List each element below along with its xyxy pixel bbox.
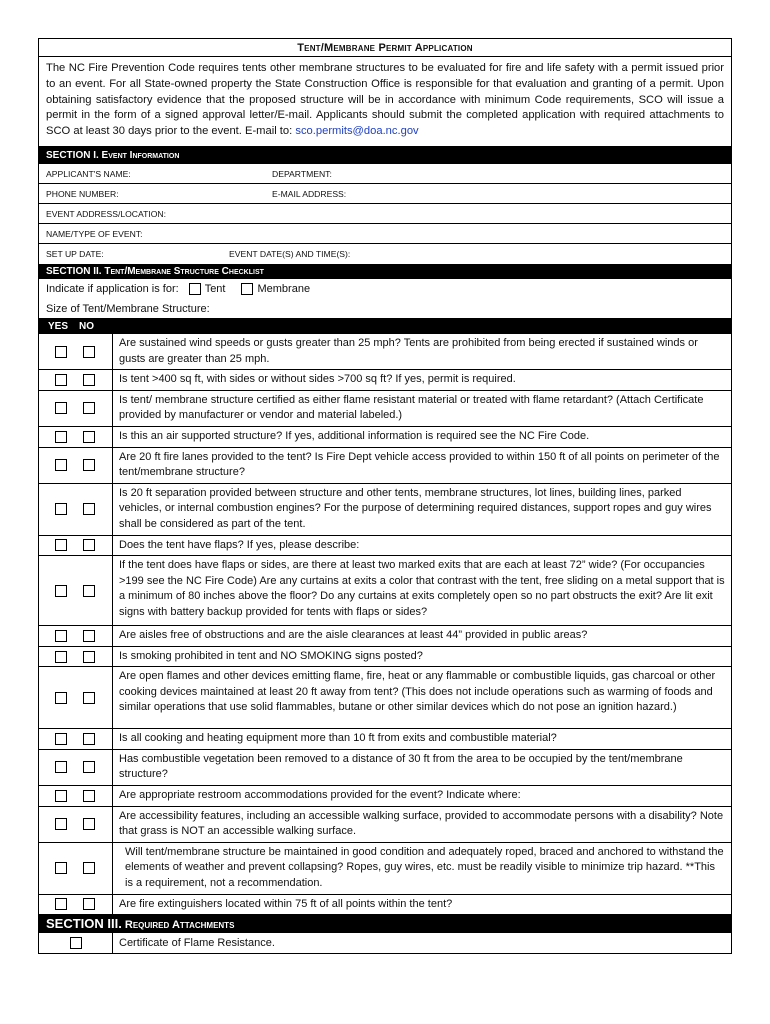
no-checkbox[interactable]: [83, 402, 95, 414]
question-text: Will tent/membrane structure be maintained in good condition and adequately roped, braced and anchored to withstand the elements of weather and prevent collapsing? Ropes, guy wires, etc. must be readily visible to minimize trip hazard. **This is a requirement, not a recommendation.: [125, 845, 724, 890]
tent-checkbox[interactable]: [189, 283, 201, 295]
yes-no-cell: [39, 667, 113, 728]
no-checkbox[interactable]: [83, 862, 95, 874]
yes-no-cell: [39, 750, 113, 785]
no-checkbox[interactable]: [83, 651, 95, 663]
email-link[interactable]: sco.permits@doa.nc.gov: [295, 125, 419, 138]
attachment-checkbox[interactable]: [70, 937, 82, 949]
yes-no-cell: [39, 484, 113, 535]
question-text: Is tent/ membrane structure certified as either flame resistant material or treated with flame retardant? (Attach Certificate provided by manufacturer or vendor and material labeled.): [119, 393, 704, 422]
dates-row[interactable]: [39, 244, 731, 264]
no-checkbox[interactable]: [83, 346, 95, 358]
yes-no-cell: [39, 729, 113, 749]
yes-checkbox[interactable]: [55, 733, 67, 745]
no-checkbox[interactable]: [83, 761, 95, 773]
attachment-row: [39, 933, 731, 953]
question-text: Are 20 ft fire lanes provided to the tent? Is Fire Dept vehicle access provided to within 150 ft of all points on perimeter of the tent/membrane structure?: [119, 450, 720, 479]
section1-heading: SECTION I. Event Information: [39, 147, 731, 164]
section3-heading: [39, 915, 731, 933]
no-checkbox[interactable]: [83, 374, 95, 386]
yes-checkbox[interactable]: [55, 862, 67, 874]
yes-no-cell: [39, 843, 113, 894]
section2-heading: SECTION II. Tent/Membrane Structure Checklist: [39, 264, 731, 279]
event-dates-label: EVENT DATE(S) AND TIME(S):: [229, 248, 351, 259]
question-text: Is all cooking and heating equipment more than 10 ft from exits and combustible material?: [119, 732, 557, 745]
question-text: Is tent >400 sq ft, with sides or without sides >700 sq ft? If yes, permit is required.: [119, 373, 516, 386]
question-text: Does the tent have flaps? If yes, please describe:: [119, 538, 360, 551]
checklist-row: [39, 647, 731, 668]
yes-checkbox[interactable]: [55, 539, 67, 551]
checklist-row: [39, 843, 731, 895]
question-text: Is 20 ft separation provided between structure and other tents, membrane structures, lot lines, building lines, parked vehicles, or internal combustion engines? For the purpose of determining required distances, support ropes and guy wires shall be considered as part of the tent.: [119, 486, 712, 530]
size-label: Size of Tent/Membrane Structure:: [46, 302, 210, 315]
applicant-row[interactable]: [39, 164, 731, 184]
contact-row[interactable]: [39, 184, 731, 204]
yes-checkbox[interactable]: [55, 402, 67, 414]
yes-no-cell: [39, 807, 113, 842]
no-checkbox[interactable]: [83, 630, 95, 642]
yes-no-cell: [39, 786, 113, 806]
yes-checkbox[interactable]: [55, 818, 67, 830]
checklist-row: [39, 334, 731, 370]
question-text: If the tent does have flaps or sides, are there at least two marked exits that are each at least 72” wide? (For occupancies >199 see the NC Fire Code) Are any curtains at exits a color that contrast with the tent, free sliding on a metal support that is a minimum of 80 inches above the floor? Do any curtains at exits completely open so no part obstructs the exit? Are lit exit signs with battery backup provided for tents with flaps or sides?: [119, 559, 725, 618]
no-checkbox[interactable]: [83, 539, 95, 551]
no-checkbox[interactable]: [83, 733, 95, 745]
applicant-name-label: APPLICANT'S NAME:: [46, 168, 131, 179]
indicate-row: [39, 279, 731, 299]
yes-checkbox[interactable]: [55, 761, 67, 773]
yes-checkbox[interactable]: [55, 503, 67, 515]
no-checkbox[interactable]: [83, 585, 95, 597]
checklist-row: [39, 536, 731, 557]
email-address-label: E-MAIL ADDRESS:: [272, 188, 347, 199]
checklist-row: [39, 667, 731, 729]
no-checkbox[interactable]: [83, 503, 95, 515]
checklist-row: [39, 750, 731, 786]
question-text: Is smoking prohibited in tent and NO SMOKING signs posted?: [119, 649, 423, 662]
checklist-row: [39, 807, 731, 843]
no-header: NO: [79, 320, 94, 332]
checklist-row: [39, 556, 731, 626]
event-address-row[interactable]: [39, 204, 731, 224]
permit-application-form: [38, 38, 732, 954]
question-text: Has combustible vegetation been removed to a distance of 30 ft from the area to be occupied by the tent/membrane structure?: [119, 752, 683, 781]
no-checkbox[interactable]: [83, 692, 95, 704]
yes-no-header: [39, 319, 731, 334]
yes-no-cell: [39, 647, 113, 667]
size-row[interactable]: [39, 299, 731, 319]
checklist-row: [39, 391, 731, 427]
yes-no-cell: [39, 370, 113, 390]
yes-checkbox[interactable]: [55, 898, 67, 910]
intro-text: The NC Fire Prevention Code requires tents other membrane structures to be evaluated for fire and life safety with a permit issued prior to an event. For all State-owned property the State Construction Office is responsible for that evaluation and granting of a permit. Upon obtaining satisfactory evidence that the proposed structure will be in accordance with minimum Code requirements, SCO will issue a permit in the form of a signed approval letter/E-mail. Applicants should submit the completed application with required attachments to SCO at least 30 days prior to the event. E-mail to:: [46, 62, 724, 138]
yes-checkbox[interactable]: [55, 374, 67, 386]
question-text: Are aisles free of obstructions and are the aisle clearances at least 44” provided in public areas?: [119, 629, 588, 642]
setup-date-label: SET UP DATE:: [46, 248, 104, 259]
no-checkbox[interactable]: [83, 431, 95, 443]
form-title: Tent/Membrane Permit Application: [39, 39, 731, 57]
question-text: Are fire extinguishers located within 75 ft of all points within the tent?: [119, 897, 453, 910]
yes-checkbox[interactable]: [55, 431, 67, 443]
yes-checkbox[interactable]: [55, 630, 67, 642]
attachment-label: Certificate of Flame Resistance.: [119, 937, 275, 950]
no-checkbox[interactable]: [83, 818, 95, 830]
question-text: Are appropriate restroom accommodations provided for the event? Indicate where:: [119, 789, 521, 802]
yes-checkbox[interactable]: [55, 692, 67, 704]
yes-header: YES: [48, 320, 69, 332]
section3-heading-suffix: Required Attachments: [124, 919, 235, 932]
event-name-row[interactable]: [39, 224, 731, 244]
yes-no-cell: [39, 556, 113, 625]
membrane-option-label: Membrane: [257, 282, 311, 295]
checklist-row: [39, 786, 731, 807]
question-text: Are accessibility features, including an accessible walking surface, provided to accommodate persons with a disability? Note that grass is NOT an accessible walking surface.: [119, 809, 724, 838]
checklist-row: [39, 370, 731, 391]
question-text: Is this an air supported structure? If yes, additional information is required see the NC Fire Code.: [119, 429, 590, 442]
section3-heading-prefix: SECTION III.: [46, 916, 122, 932]
checklist-row: [39, 895, 731, 916]
department-label: DEPARTMENT:: [272, 168, 332, 179]
yes-checkbox[interactable]: [55, 651, 67, 663]
membrane-checkbox[interactable]: [241, 283, 253, 295]
yes-no-cell: [39, 626, 113, 646]
phone-label: PHONE NUMBER:: [46, 188, 119, 199]
checklist-row: [39, 448, 731, 484]
attachment-checkbox-cell: [39, 933, 113, 953]
yes-no-cell: [39, 334, 113, 369]
no-checkbox[interactable]: [83, 790, 95, 802]
indicate-label: Indicate if application is for:: [46, 282, 179, 295]
checklist-row: [39, 626, 731, 647]
yes-checkbox[interactable]: [55, 346, 67, 358]
yes-no-cell: [39, 895, 113, 915]
checklist-row: [39, 484, 731, 536]
yes-no-cell: [39, 448, 113, 483]
event-name-label: NAME/TYPE OF EVENT:: [46, 228, 143, 239]
yes-checkbox[interactable]: [55, 790, 67, 802]
checklist-row: [39, 729, 731, 750]
no-checkbox[interactable]: [83, 459, 95, 471]
yes-checkbox[interactable]: [55, 459, 67, 471]
yes-checkbox[interactable]: [55, 585, 67, 597]
yes-no-cell: [39, 391, 113, 426]
checklist-row: [39, 427, 731, 448]
question-text: Are open flames and other devices emitting flame, fire, heat or any flammable or combustible liquids, gas charcoal or other cooking devices maintained at least 20 ft away from tent? (This does not include operations such as warming of foods and similar operations that use solid flammables, butane or other similar devices which do not pose an ignition hazard.): [119, 670, 716, 714]
checklist-questions: [39, 334, 731, 915]
no-checkbox[interactable]: [83, 898, 95, 910]
yes-no-cell: [39, 536, 113, 556]
yes-no-cell: [39, 427, 113, 447]
intro-paragraph: [39, 57, 731, 147]
question-text: Are sustained wind speeds or gusts greater than 25 mph? Tents are prohibited from being erected if sustained winds or gusts are greater than 25 mph.: [119, 336, 698, 365]
event-address-label: EVENT ADDRESS/LOCATION:: [46, 208, 167, 219]
tent-option-label: Tent: [204, 282, 226, 295]
